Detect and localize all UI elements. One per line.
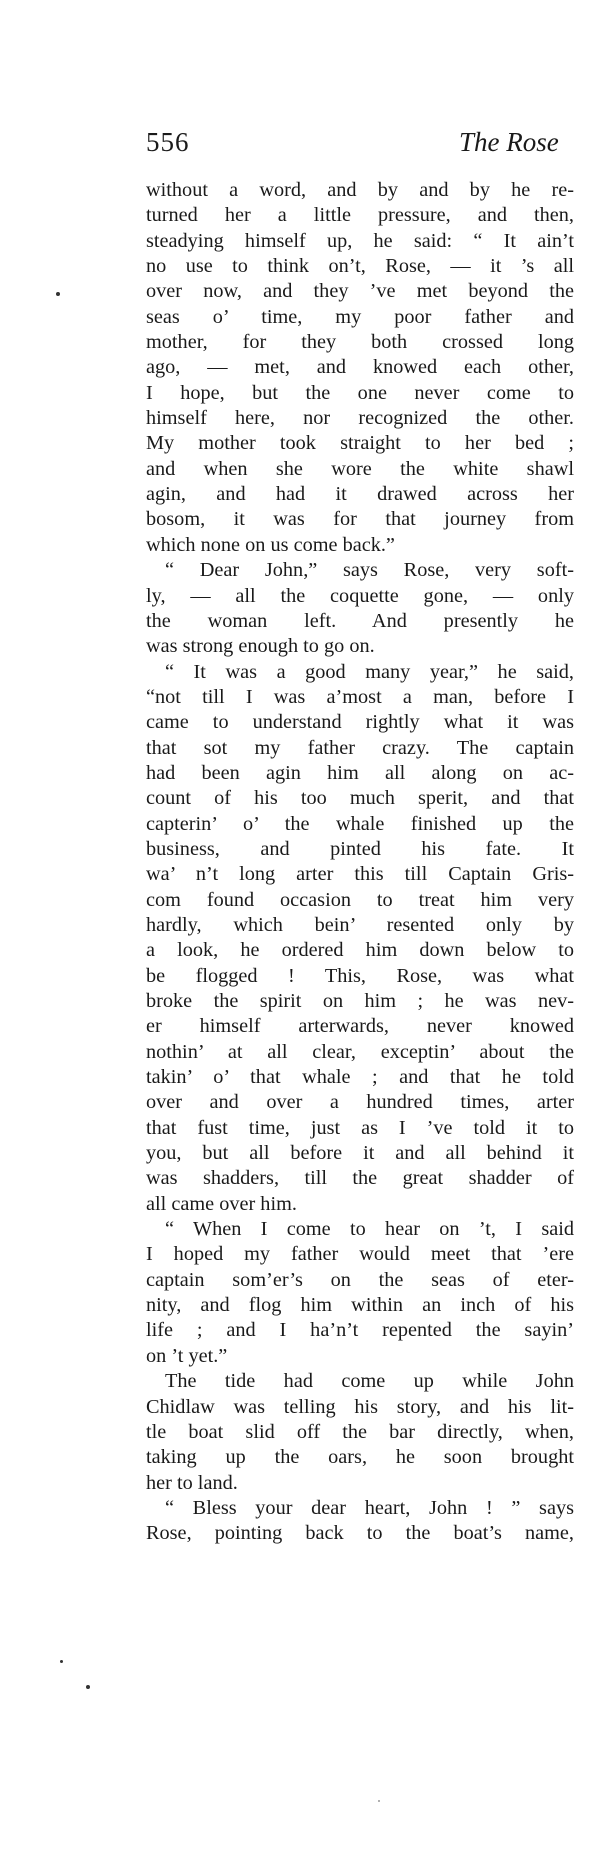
- text-line: himself here, nor recognized the other.: [146, 407, 574, 430]
- text-line: steadying himself up, he said: “ It ain’t: [146, 229, 574, 252]
- text-line: com found occasion to treat him very: [146, 888, 574, 911]
- text-line: “ Dear John,” says Rose, very soft-: [165, 559, 574, 582]
- text-line: I hoped my father would meet that ’ere: [146, 1243, 574, 1266]
- text-line: nothin’ at all clear, exceptin’ about the: [146, 1040, 574, 1063]
- text-line: came to understand rightly what it was: [146, 711, 574, 734]
- text-line: on ’t yet.”: [146, 1344, 228, 1367]
- text-line: all came over him.: [146, 1192, 297, 1215]
- text-line: without a word, and by and by he re-: [146, 179, 574, 201]
- text-line: business, and pinted his fate. It: [146, 837, 574, 860]
- text-line: “ It was a good many year,” he said,: [165, 660, 574, 683]
- text-line: over now, and they ’ve met beyond the: [146, 280, 574, 303]
- text-line: turned her a little pressure, and then,: [146, 204, 574, 227]
- text-line: seas o’ time, my poor father and: [146, 305, 574, 328]
- text-line: over and over a hundred times, arter: [146, 1091, 574, 1114]
- text-line: ly, — all the coquette gone, — only: [146, 584, 574, 607]
- text-line: hardly, which bein’ resented only by: [146, 913, 574, 936]
- text-line: had been agin him all along on ac-: [146, 761, 574, 784]
- text-line: The tide had come up while John: [165, 1370, 574, 1393]
- text-line: nity, and flog him within an inch of his: [146, 1294, 574, 1317]
- text-line: was shadders, till the great shadder of: [146, 1167, 574, 1190]
- text-line: “not till I was a’most a man, before I: [146, 685, 574, 708]
- text-line: and when she wore the white shawl: [146, 457, 574, 480]
- text-line: her to land.: [146, 1471, 238, 1494]
- text-line: be flogged ! This, Rose, was what: [146, 964, 574, 987]
- text-line: count of his too much sperit, and that: [146, 787, 574, 810]
- page-number: 556: [146, 127, 190, 157]
- running-title: The Rose: [459, 127, 559, 157]
- ink-speck: [60, 1660, 63, 1663]
- text-line: life ; and I ha’n’t repented the sayin’: [146, 1319, 574, 1342]
- text-line: agin, and had it drawed across her: [146, 483, 574, 506]
- text-line: takin’ o’ that whale ; and that he told: [146, 1066, 574, 1089]
- text-line: that fust time, just as I ’ve told it to: [146, 1116, 574, 1139]
- text-line: “ Bless your dear heart, John ! ” says: [165, 1496, 574, 1519]
- text-line: that sot my father crazy. The captain: [146, 736, 574, 759]
- text-line: “ When I come to hear on ’t, I said: [165, 1218, 574, 1241]
- text-line: taking up the oars, he soon brought: [146, 1446, 574, 1469]
- body-text: [146, 178, 574, 1547]
- ink-speck: [56, 292, 60, 296]
- text-line: ago, — met, and knowed each other,: [146, 356, 574, 379]
- text-line: capterin’ o’ the whale finished up the: [146, 812, 574, 835]
- text-line: er himself arterwards, never knowed: [146, 1015, 574, 1038]
- text-line: which none on us come back.”: [146, 533, 395, 556]
- text-line: tle boat slid off the bar directly, when,: [146, 1420, 574, 1443]
- text-line: bosom, it was for that journey from: [146, 508, 574, 531]
- text-line: captain som’er’s on the seas of eter-: [146, 1268, 574, 1291]
- text-line: no use to think on’t, Rose, — it ’s all: [146, 255, 574, 278]
- text-line: Rose, pointing back to the boat’s name,: [146, 1522, 574, 1545]
- text-line: the woman left. And presently he: [146, 609, 574, 632]
- text-line: you, but all before it and all behind it: [146, 1142, 574, 1165]
- text-line: a look, he ordered him down below to: [146, 939, 574, 962]
- text-line: broke the spirit on him ; he was nev-: [146, 990, 574, 1012]
- text-line: mother, for they both crossed long: [146, 331, 574, 354]
- ink-speck: [378, 1800, 380, 1802]
- text-line: I hope, but the one never come to: [146, 381, 574, 404]
- text-line: My mother took straight to her bed ;: [146, 432, 574, 455]
- text-line: was strong enough to go on.: [146, 635, 375, 658]
- text-line: Chidlaw was telling his story, and his lit-: [146, 1395, 574, 1418]
- text-line: wa’ n’t long arter this till Captain Gris-: [146, 863, 574, 886]
- running-head: [146, 122, 590, 162]
- ink-speck: [86, 1685, 90, 1689]
